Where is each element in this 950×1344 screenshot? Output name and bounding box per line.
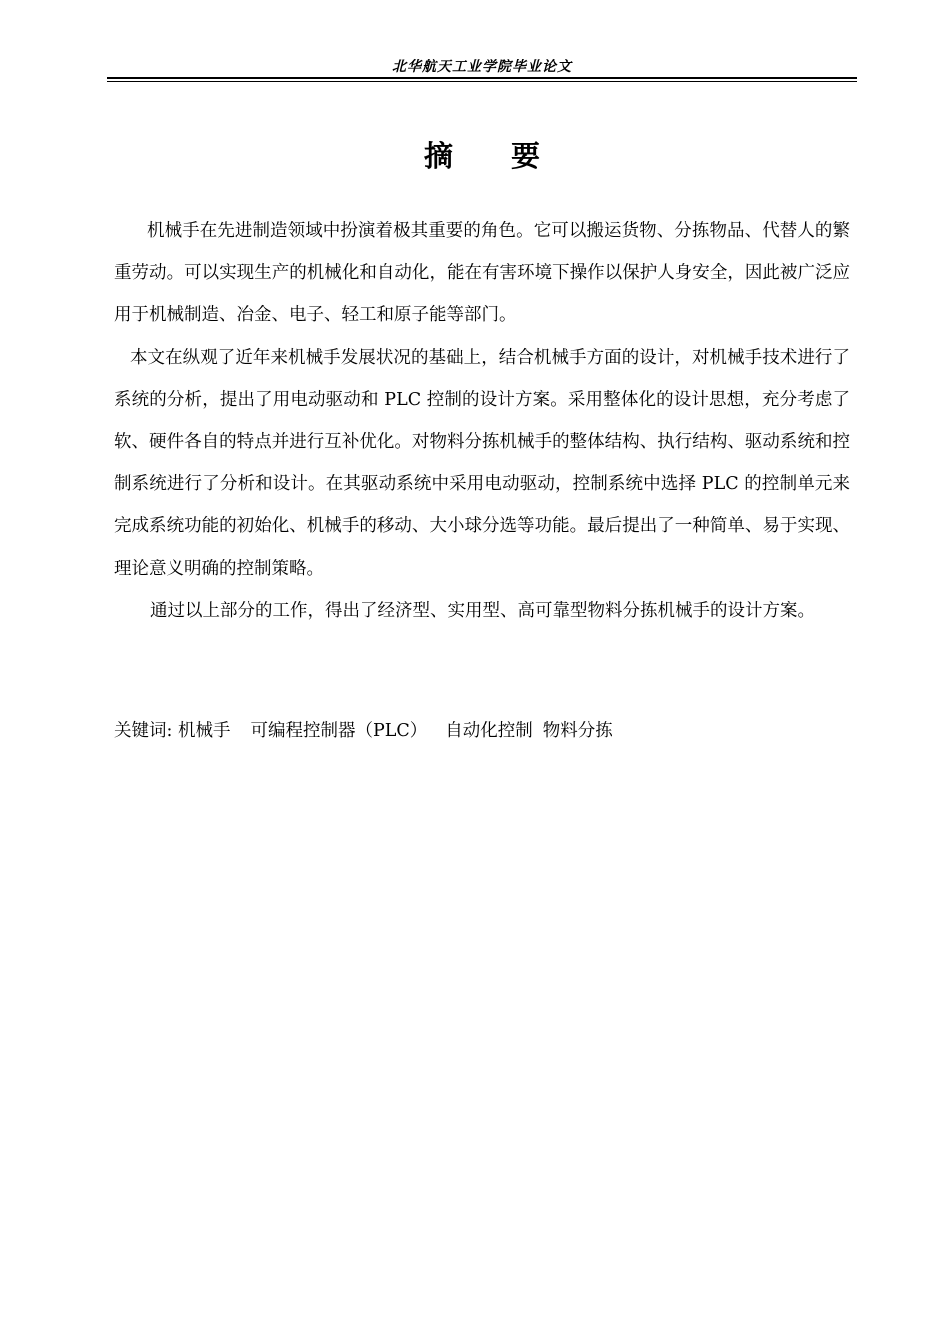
keyword-item: 自动化控制 [445,721,533,741]
keywords-line [114,712,854,750]
header-rule-thin [107,81,857,82]
abstract-heading [107,136,857,176]
abstract-paragraph-2: 本文在纵观了近年来机械手发展状况的基础上，结合机械手方面的设计，对机械手技术进行了系统的分析，提出了用电动驱动和 PLC 控制的设计方案。采用整体化的设计思想，充分考虑了软、硬件各自的特点并进行互补优化。对物料分拣机械手的整体结构、执行结构、驱动系统和控制系统进行了分析和设计。在其驱动系统中采用电动驱动，控制系统中选择 PLC 的控制单元来完成系统功能的初始化、机械手的移动、大小球分选等功能。最后提出了一种简单、易于实现、理论意义明确的控制策略。 [114,347,850,579]
keyword-item: 机械手 [177,721,231,741]
abstract-heading-char-1: 摘 [423,139,453,173]
keyword-item: 物料分拣 [542,721,613,741]
abstract-paragraph-1: 机械手在先进制造领域中扮演着极其重要的角色。它可以搬运货物、分拣物品、代替人的繁重劳动。可以实现生产的机械化和自动化，能在有害环境下操作以保护人身安全，因此被广泛应用于机械制造、冶金、电子、轻工和原子能等部门。 [114,221,850,326]
keyword-item: 可编程控制器（PLC） [250,721,428,741]
abstract-body [114,210,850,632]
keywords-colon: : [166,721,173,741]
header-rule-thick [107,77,857,79]
abstract-heading-char-2: 要 [511,139,541,173]
keywords-label: 关键词 [114,721,167,741]
abstract-paragraph-3: 通过以上部分的工作，得出了经济型、实用型、高可靠型物料分拣机械手的设计方案。 [150,600,815,621]
running-header: 北华航天工业学院毕业论文 [392,59,572,75]
